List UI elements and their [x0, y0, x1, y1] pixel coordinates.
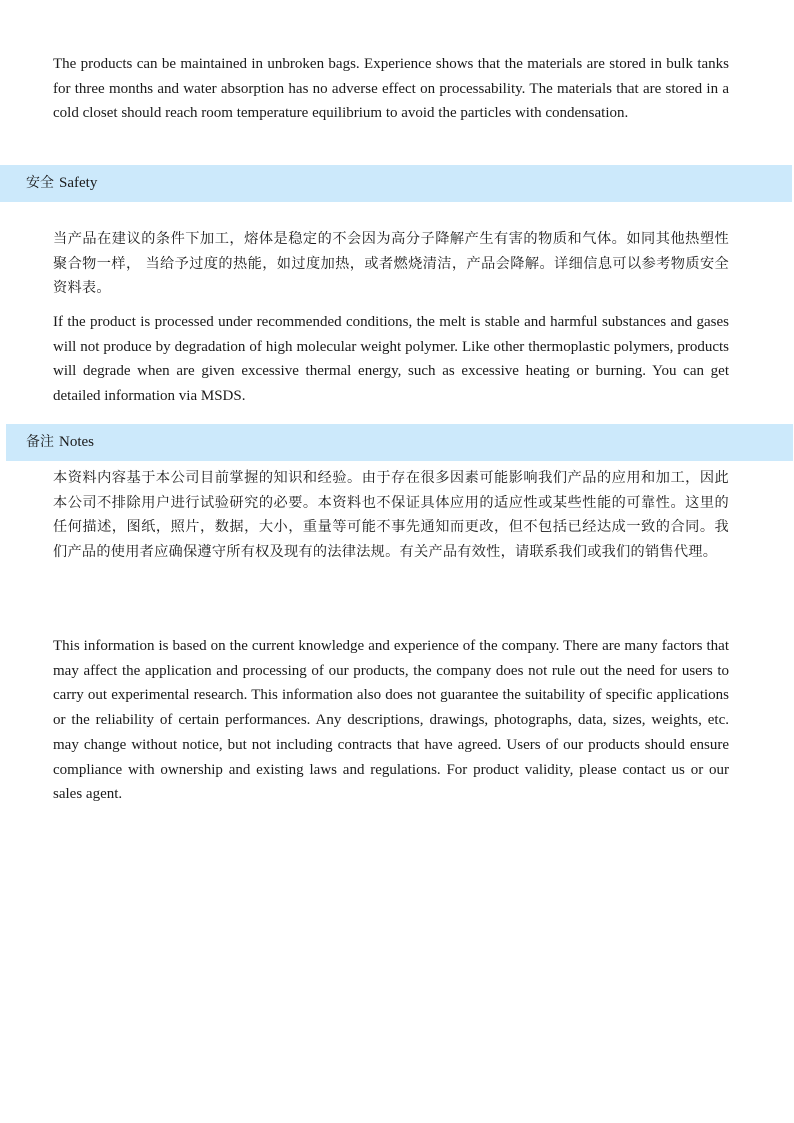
section-heading-notes [6, 424, 793, 461]
section-heading-safety [0, 165, 792, 202]
section-heading-notes-en: Notes [59, 434, 94, 450]
notes-paragraph-en: This information is based on the current knowledge and experience of the company. There are many factors that may affect the application and processing of our products, the company does not rule out the need for users to carry out experimental research. This information also does not guarantee the suitability of specific applications or the reliability of certain performances. Any descriptions, drawings, photographs, data, sizes, weights, etc. may change without notice, but not including contracts that have agreed. Users of our products should ensure compliance with ownership and existing laws and regulations. For product validity, please contact us or our sales agent. [53, 638, 729, 803]
section-heading-safety-en: Safety [59, 175, 98, 191]
safety-paragraph-zh: 当产品在建议的条件下加工，熔体是稳定的不会因为高分子降解产生有害的物质和气体。如同其他热塑性聚合物一样， 当给予过度的热能，如过度加热，或者燃烧清洁，产品会降解。详细信息可以参考物质安全资料表。 [53, 231, 729, 296]
section-heading-safety-zh: 安全 [26, 175, 54, 191]
section-heading-notes-zh: 备注 [26, 434, 54, 450]
safety-paragraph-en: If the product is processed under recommended conditions, the melt is stable and harmful substances and gases will not produce by degradation of high molecular weight polymer. Like other thermoplastic polymers, products will degrade when are given excessive thermal energy, such as excessive heating or burning. You can get detailed information via MSDS. [53, 314, 729, 405]
storage-paragraph-en: The products can be maintained in unbroken bags. Experience shows that the materials are stored in bulk tanks for three months and water absorption has no adverse effect on processability. The materials that are stored in a cold closet should reach room temperature equilibrium to avoid the particles with condensation. [53, 56, 729, 122]
notes-paragraph-zh: 本资料内容基于本公司目前掌握的知识和经验。由于存在很多因素可能影响我们产品的应用和加工，因此本公司不排除用户进行试验研究的必要。本资料也不保证具体应用的适应性或某些性能的可靠性。这里的任何描述，图纸，照片，数据，大小，重量等可能不事先通知而更改，但不包括已经达成一致的合同。我们产品的使用者应确保遵守所有权及现有的法律法规。有关产品有效性，请联系我们或我们的销售代理。 [53, 470, 729, 560]
